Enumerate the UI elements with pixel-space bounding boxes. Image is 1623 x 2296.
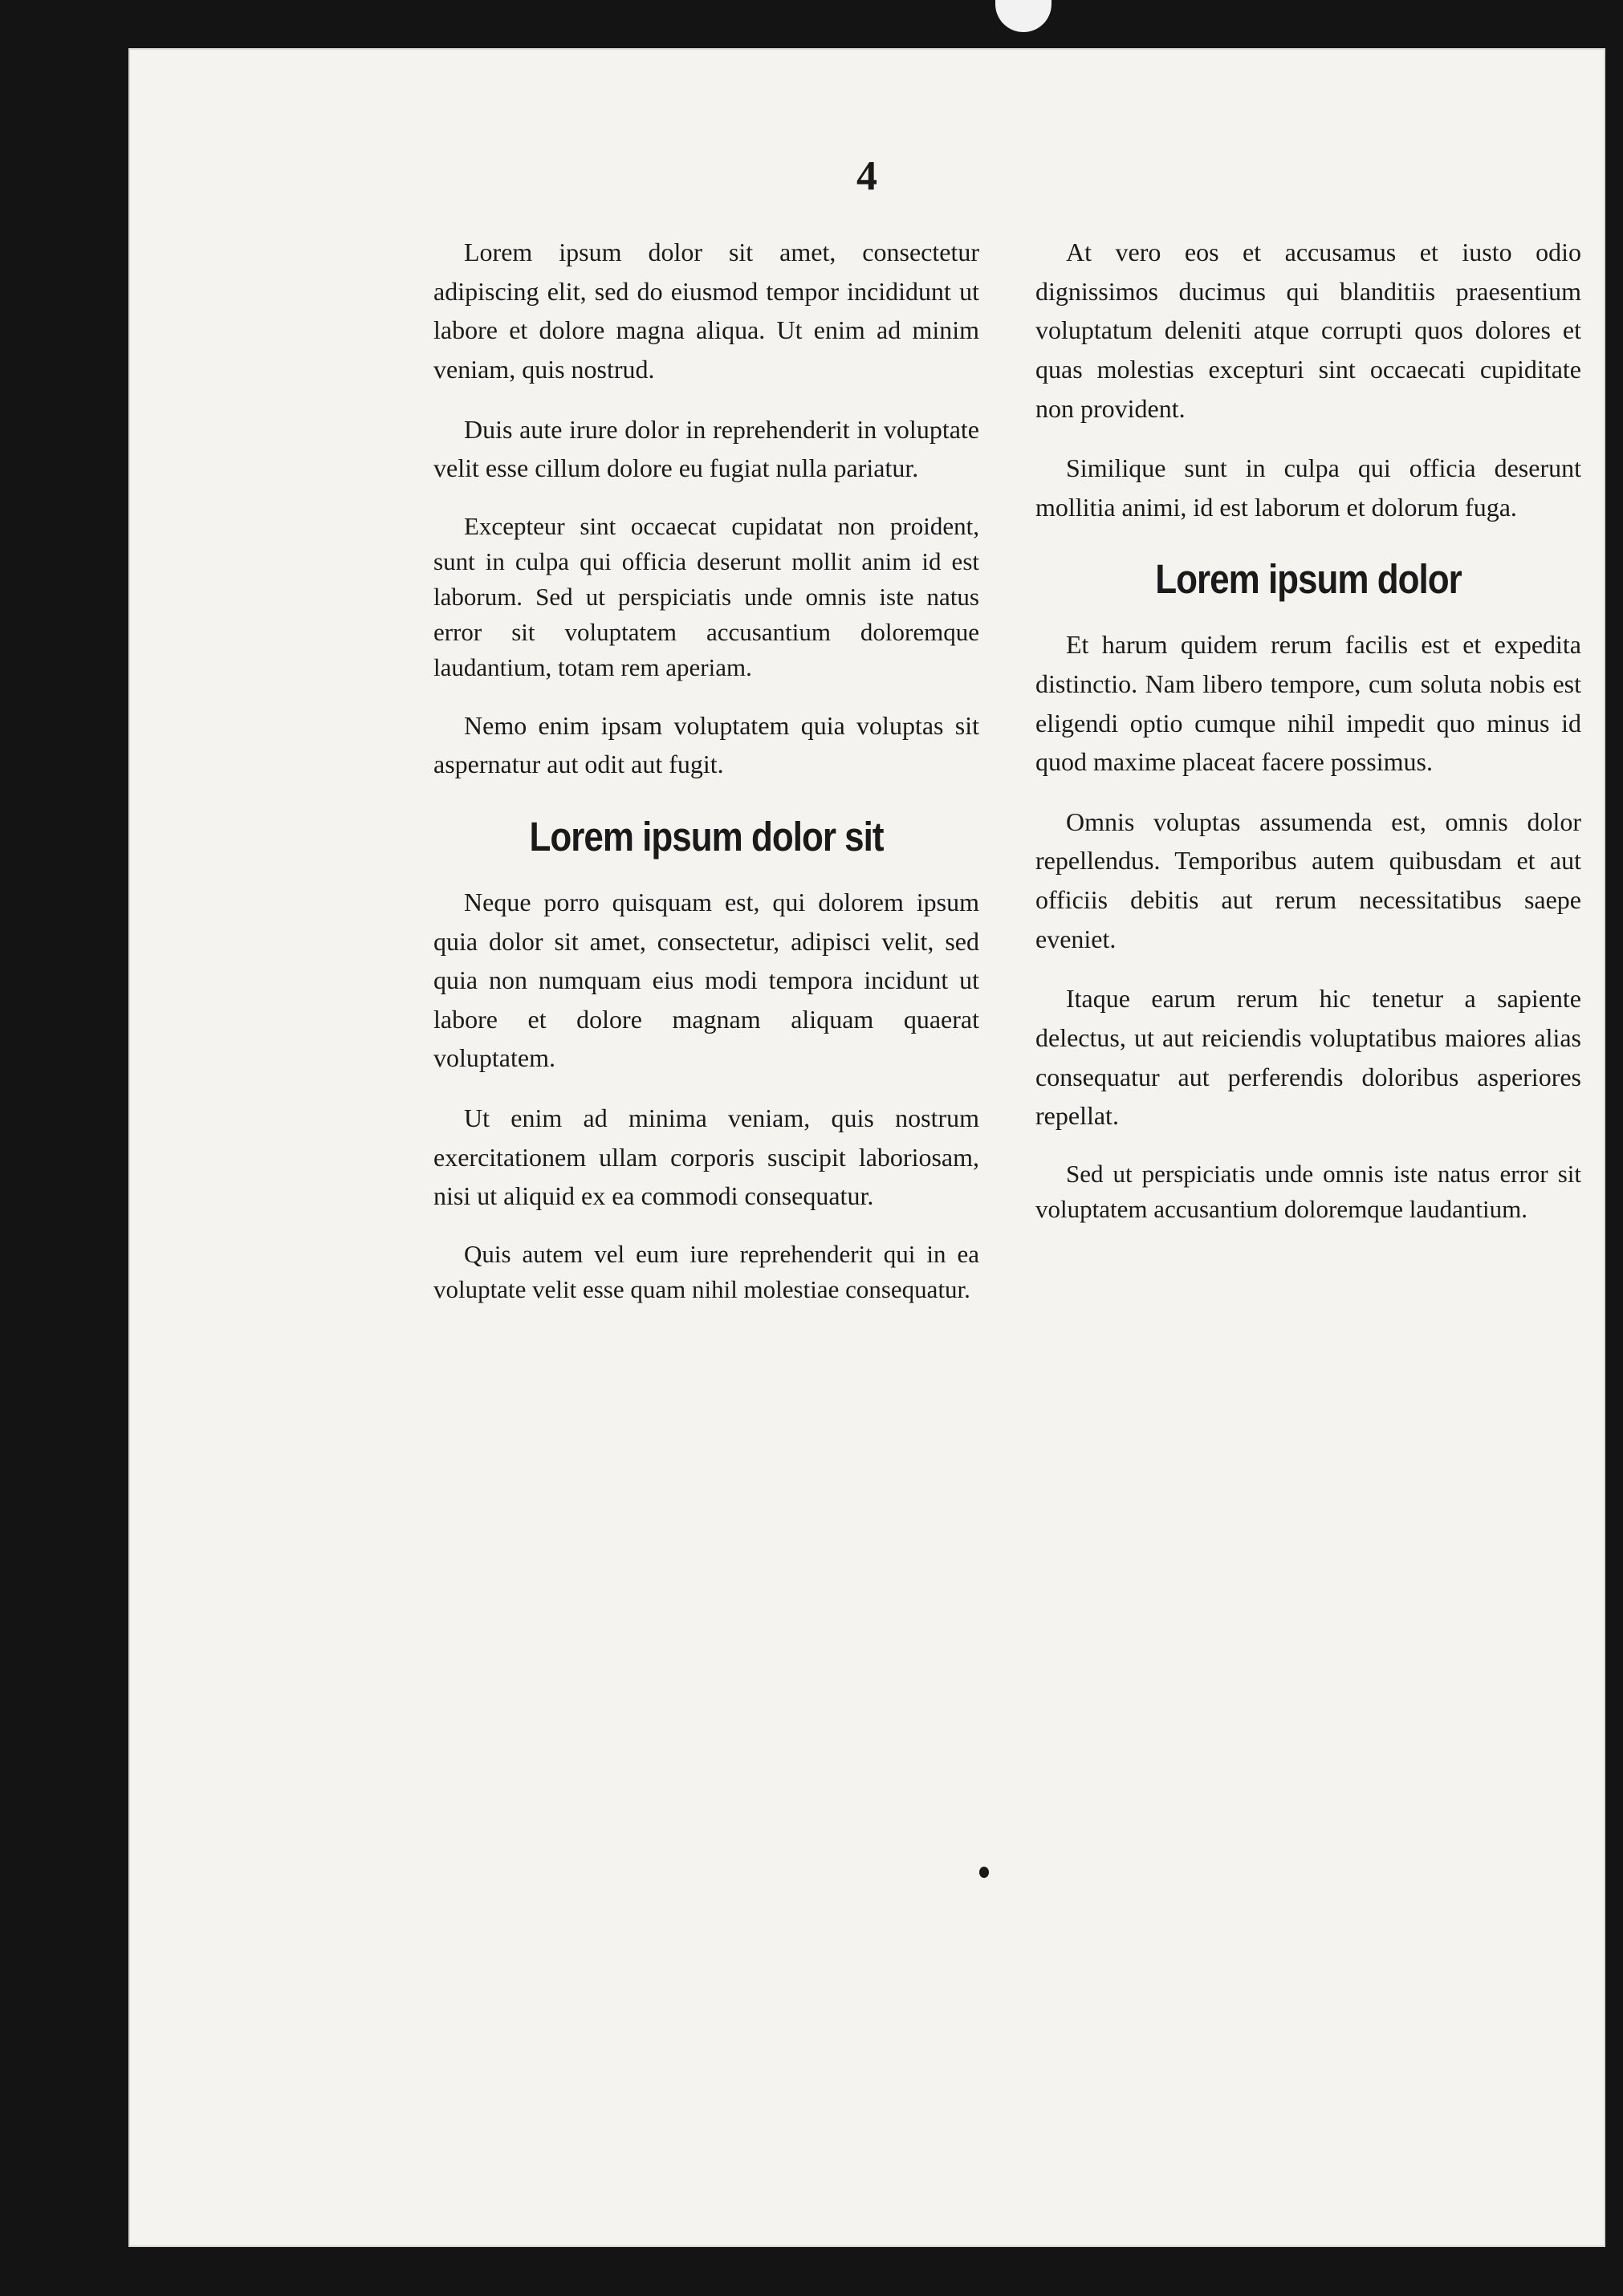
right-column bbox=[1035, 233, 1581, 1248]
section-heading: Lorem ipsum dolor sit bbox=[529, 815, 884, 860]
quoted-paragraph: Sed ut perspiciatis unde omnis iste natus error sit voluptatem accusantium doloremque laudantium. bbox=[1035, 1159, 1581, 1223]
paragraph: Lorem ipsum dolor sit amet, consectetur adipiscing elit, sed do eiusmod tempor incididunt ut labore et dolore magna aliqua. Ut enim ad minim veniam, quis nostrud. bbox=[433, 238, 979, 384]
paragraph: Neque porro quisquam est, qui dolorem ipsum quia dolor sit amet, consectetur, adipisci velit, sed quia non numquam eius modi tempora incidunt ut labore et dolore magnam aliquam quaerat voluptatem. bbox=[433, 887, 979, 1073]
paragraph: Itaque earum rerum hic tenetur a sapiente delectus, ut aut reiciendis voluptatibus maiores alias consequatur aut perferendis doloribus asperiores repellat. bbox=[1035, 984, 1581, 1131]
quoted-paragraph: Quis autem vel eum iure reprehenderit qui in ea voluptate velit esse quam nihil molestiae consequatur. bbox=[433, 1239, 979, 1303]
paragraph: Similique sunt in culpa qui officia deserunt mollitia animi, id est laborum et dolorum fuga. bbox=[1035, 453, 1581, 522]
paragraph: Nemo enim ipsam voluptatem quia voluptas sit aspernatur aut odit aut fugit. bbox=[433, 710, 979, 779]
quoted-paragraph: Excepteur sint occaecat cupidatat non proident, sunt in culpa qui officia deserunt mollit anim id est laborum. Sed ut perspiciatis unde omnis iste natus error sit voluptatem accusantium doloremque laudantium, totam rem aperiam. bbox=[433, 511, 979, 681]
ink-mark bbox=[979, 1867, 989, 1878]
paragraph: Ut enim ad minima veniam, quis nostrum exercitationem ullam corporis suscipit laboriosam, nisi ut aliquid ex ea commodi consequatur. bbox=[433, 1103, 979, 1211]
paragraph: Et harum quidem rerum facilis est et expedita distinctio. Nam libero tempore, cum soluta nobis est eligendi optio cumque nihil impedit quo minus id quod maxime placeat facere possimus. bbox=[1035, 630, 1581, 777]
paragraph: Omnis voluptas assumenda est, omnis dolor repellendus. Temporibus autem quibusdam et aut officiis debitis aut rerum necessitatibus saepe eveniet. bbox=[1035, 807, 1581, 953]
section-heading: Lorem ipsum dolor bbox=[1155, 557, 1462, 603]
document-page bbox=[128, 48, 1605, 2247]
paragraph: At vero eos et accusamus et iusto odio dignissimos ducimus qui blanditiis praesentium voluptatum deleniti atque corrupti quos dolores et quas molestias excepturi sint occaecati cupiditate non provident. bbox=[1035, 238, 1581, 423]
left-column bbox=[433, 233, 979, 1328]
page-number: 4 bbox=[856, 153, 877, 199]
paragraph: Duis aute irure dolor in reprehenderit in voluptate velit esse cillum dolore eu fugiat nulla pariatur. bbox=[433, 414, 979, 483]
scan-mark bbox=[995, 0, 1051, 32]
